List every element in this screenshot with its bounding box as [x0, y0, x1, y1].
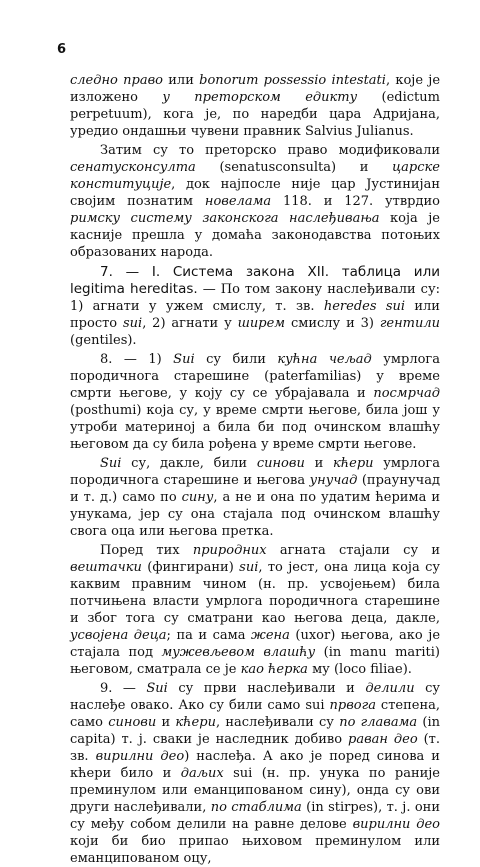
emphasis-text: кућна чељад	[277, 352, 372, 367]
emphasis-text: раван део	[348, 732, 418, 747]
text-run: sui (н. пр. унука по раније преминулом или еманципованом сину), онда су ови други наслеђивали,	[70, 766, 441, 815]
text-run: Затим су то преторско право модификовали	[100, 143, 440, 158]
text-run: , то јест, она лица која су каквим правним чином (н. пр. усвојењем) била потчињена власти умрлога породичнога старешине и због тога су сматрани као његова деца, дакле,	[70, 560, 441, 626]
paragraph	[70, 72, 440, 140]
text-run: , које је изложено	[70, 73, 441, 105]
text-run: (in manu mariti) његовом, сматрала се је	[70, 645, 440, 677]
emphasis-text: сину	[181, 490, 214, 505]
text-run: (posthumi) која су, у време смрти његове, била још у утроби материној а била би под очинском влашћу његовом да су била рођена у време смрти његове.	[70, 403, 440, 452]
paragraph	[70, 680, 440, 867]
emphasis-text: Sui	[173, 352, 195, 367]
emphasis-text: као ћерка	[240, 662, 308, 677]
emphasis-text: вирилни део	[95, 749, 185, 764]
text-run: смислу и 3)	[285, 316, 380, 331]
text-run: Поред тих	[100, 543, 193, 558]
text-run: су наслеђе овако. Ако су били само sui	[70, 681, 440, 713]
emphasis-text: унучад	[309, 473, 358, 488]
text-run: (senatusconsulta) и	[195, 160, 393, 175]
emphasis-text: римску систему законскога наслеђивања	[70, 211, 380, 226]
emphasis-text: првога	[329, 698, 376, 713]
text-run: 9. —	[100, 681, 147, 696]
paragraph	[70, 264, 440, 349]
emphasis-text: по стаблима	[210, 800, 302, 815]
text-run: умрлога породичнога старешине и његова	[70, 456, 440, 488]
emphasis-text: гентили	[379, 316, 440, 331]
text-run: , наслеђивали су	[215, 715, 340, 730]
emphasis-text: heredes sui	[323, 299, 406, 314]
emphasis-text: царске конституције	[70, 160, 440, 192]
emphasis-text: sui	[239, 560, 259, 575]
text-run: (uxor) његова, ако је стајала под	[70, 628, 441, 660]
paragraph	[70, 542, 440, 678]
text-run: (in capita) т. ј. сваки је наследник добиво	[70, 715, 440, 747]
emphasis-text: Sui	[100, 456, 122, 471]
text-run: 8. — 1)	[100, 352, 174, 367]
emphasis-text: мужевљевом влашћу	[161, 645, 316, 660]
emphasis-text: у преторском едикту	[162, 90, 358, 105]
text-run: му (loco filiae).	[307, 662, 412, 677]
emphasis-text: вештачки	[70, 560, 142, 575]
text-run: ; па и сама	[166, 628, 252, 643]
text-run: 118. и 127. утврдио	[271, 194, 441, 209]
emphasis-text: кћери	[332, 456, 374, 471]
text-run: (in stirpes), т. ј. они су међу собом делили на равне делове	[70, 800, 440, 832]
page-number: 6	[57, 42, 67, 57]
text-run: (фингирани)	[141, 560, 240, 575]
emphasis-text: посмрчад	[373, 386, 440, 401]
text-run: су први наслеђивали и	[167, 681, 366, 696]
emphasis-text: синови	[108, 715, 157, 730]
text-run: или просто	[70, 299, 440, 331]
text-run: (т. зв.	[70, 732, 441, 764]
emphasis-text: sui	[122, 316, 143, 331]
text-run: (edictum perpetuum), кога је, по наредби цара Адријана, уредио ондашњи чувени правник Salvius Julianus.	[70, 90, 440, 139]
text-run: и	[156, 715, 176, 730]
text-run: степена, само	[70, 698, 440, 730]
emphasis-text: ширем	[237, 316, 286, 331]
emphasis-text: усвојена деца	[70, 628, 167, 643]
text-run: (праунучад и т. д.) само по	[70, 473, 440, 505]
emphasis-text: по главама	[339, 715, 418, 730]
paragraph	[70, 351, 440, 453]
emphasis-text: жена	[251, 628, 290, 643]
emphasis-text: природних	[192, 543, 267, 558]
emphasis-text: новелама	[204, 194, 272, 209]
text-run: која је касније прешла у домаћа законодавства потоњих образованих народа.	[70, 211, 440, 260]
text-run: и	[304, 456, 333, 471]
emphasis-text: кћери	[175, 715, 216, 730]
body-text	[70, 72, 440, 867]
text-run: агната стајали су и	[266, 543, 440, 558]
emphasis-text: вирилни део	[352, 817, 440, 832]
emphasis-text: делили	[365, 681, 415, 696]
text-run: , а не и она по удатим ћерима и унукама, јер су она стајала под очинском влашћу свога оца или његова претка.	[70, 490, 440, 539]
text-run: — По том закону наслеђивали су: 1) агнати у ужем смислу, т. зв.	[70, 282, 440, 314]
text-run: или	[163, 73, 200, 88]
text-run: умрлога породичнога старешине (paterfamilias) у време смрти његове, у коју су се убрајавала и	[70, 352, 440, 401]
emphasis-text: Sui	[146, 681, 168, 696]
section-title: 7. — I. Система закона XII. таблица или legitima hereditas.	[70, 264, 440, 297]
emphasis-text: даљих	[180, 766, 224, 781]
emphasis-text: следно право	[70, 73, 163, 88]
emphasis-text: сенатусконсулта	[70, 160, 196, 175]
text-run: (gentiles).	[70, 333, 137, 348]
text-run: су били	[194, 352, 278, 367]
text-run: који би био припао њиховом преминулом или еманципованом оцу,	[70, 834, 440, 866]
emphasis-text: bonorum possessio intestati	[199, 73, 386, 88]
paragraph	[70, 142, 440, 261]
text-run: , 2) агнати у	[142, 316, 238, 331]
text-run: ) наслеђа. А ако је поред синова и кћери било и	[70, 749, 440, 781]
text-run: , док најпосле није цар Јустинијан својим познатим	[70, 177, 440, 209]
emphasis-text: синови	[256, 456, 305, 471]
text-run: су, дакле, били	[121, 456, 257, 471]
paragraph	[70, 455, 440, 540]
